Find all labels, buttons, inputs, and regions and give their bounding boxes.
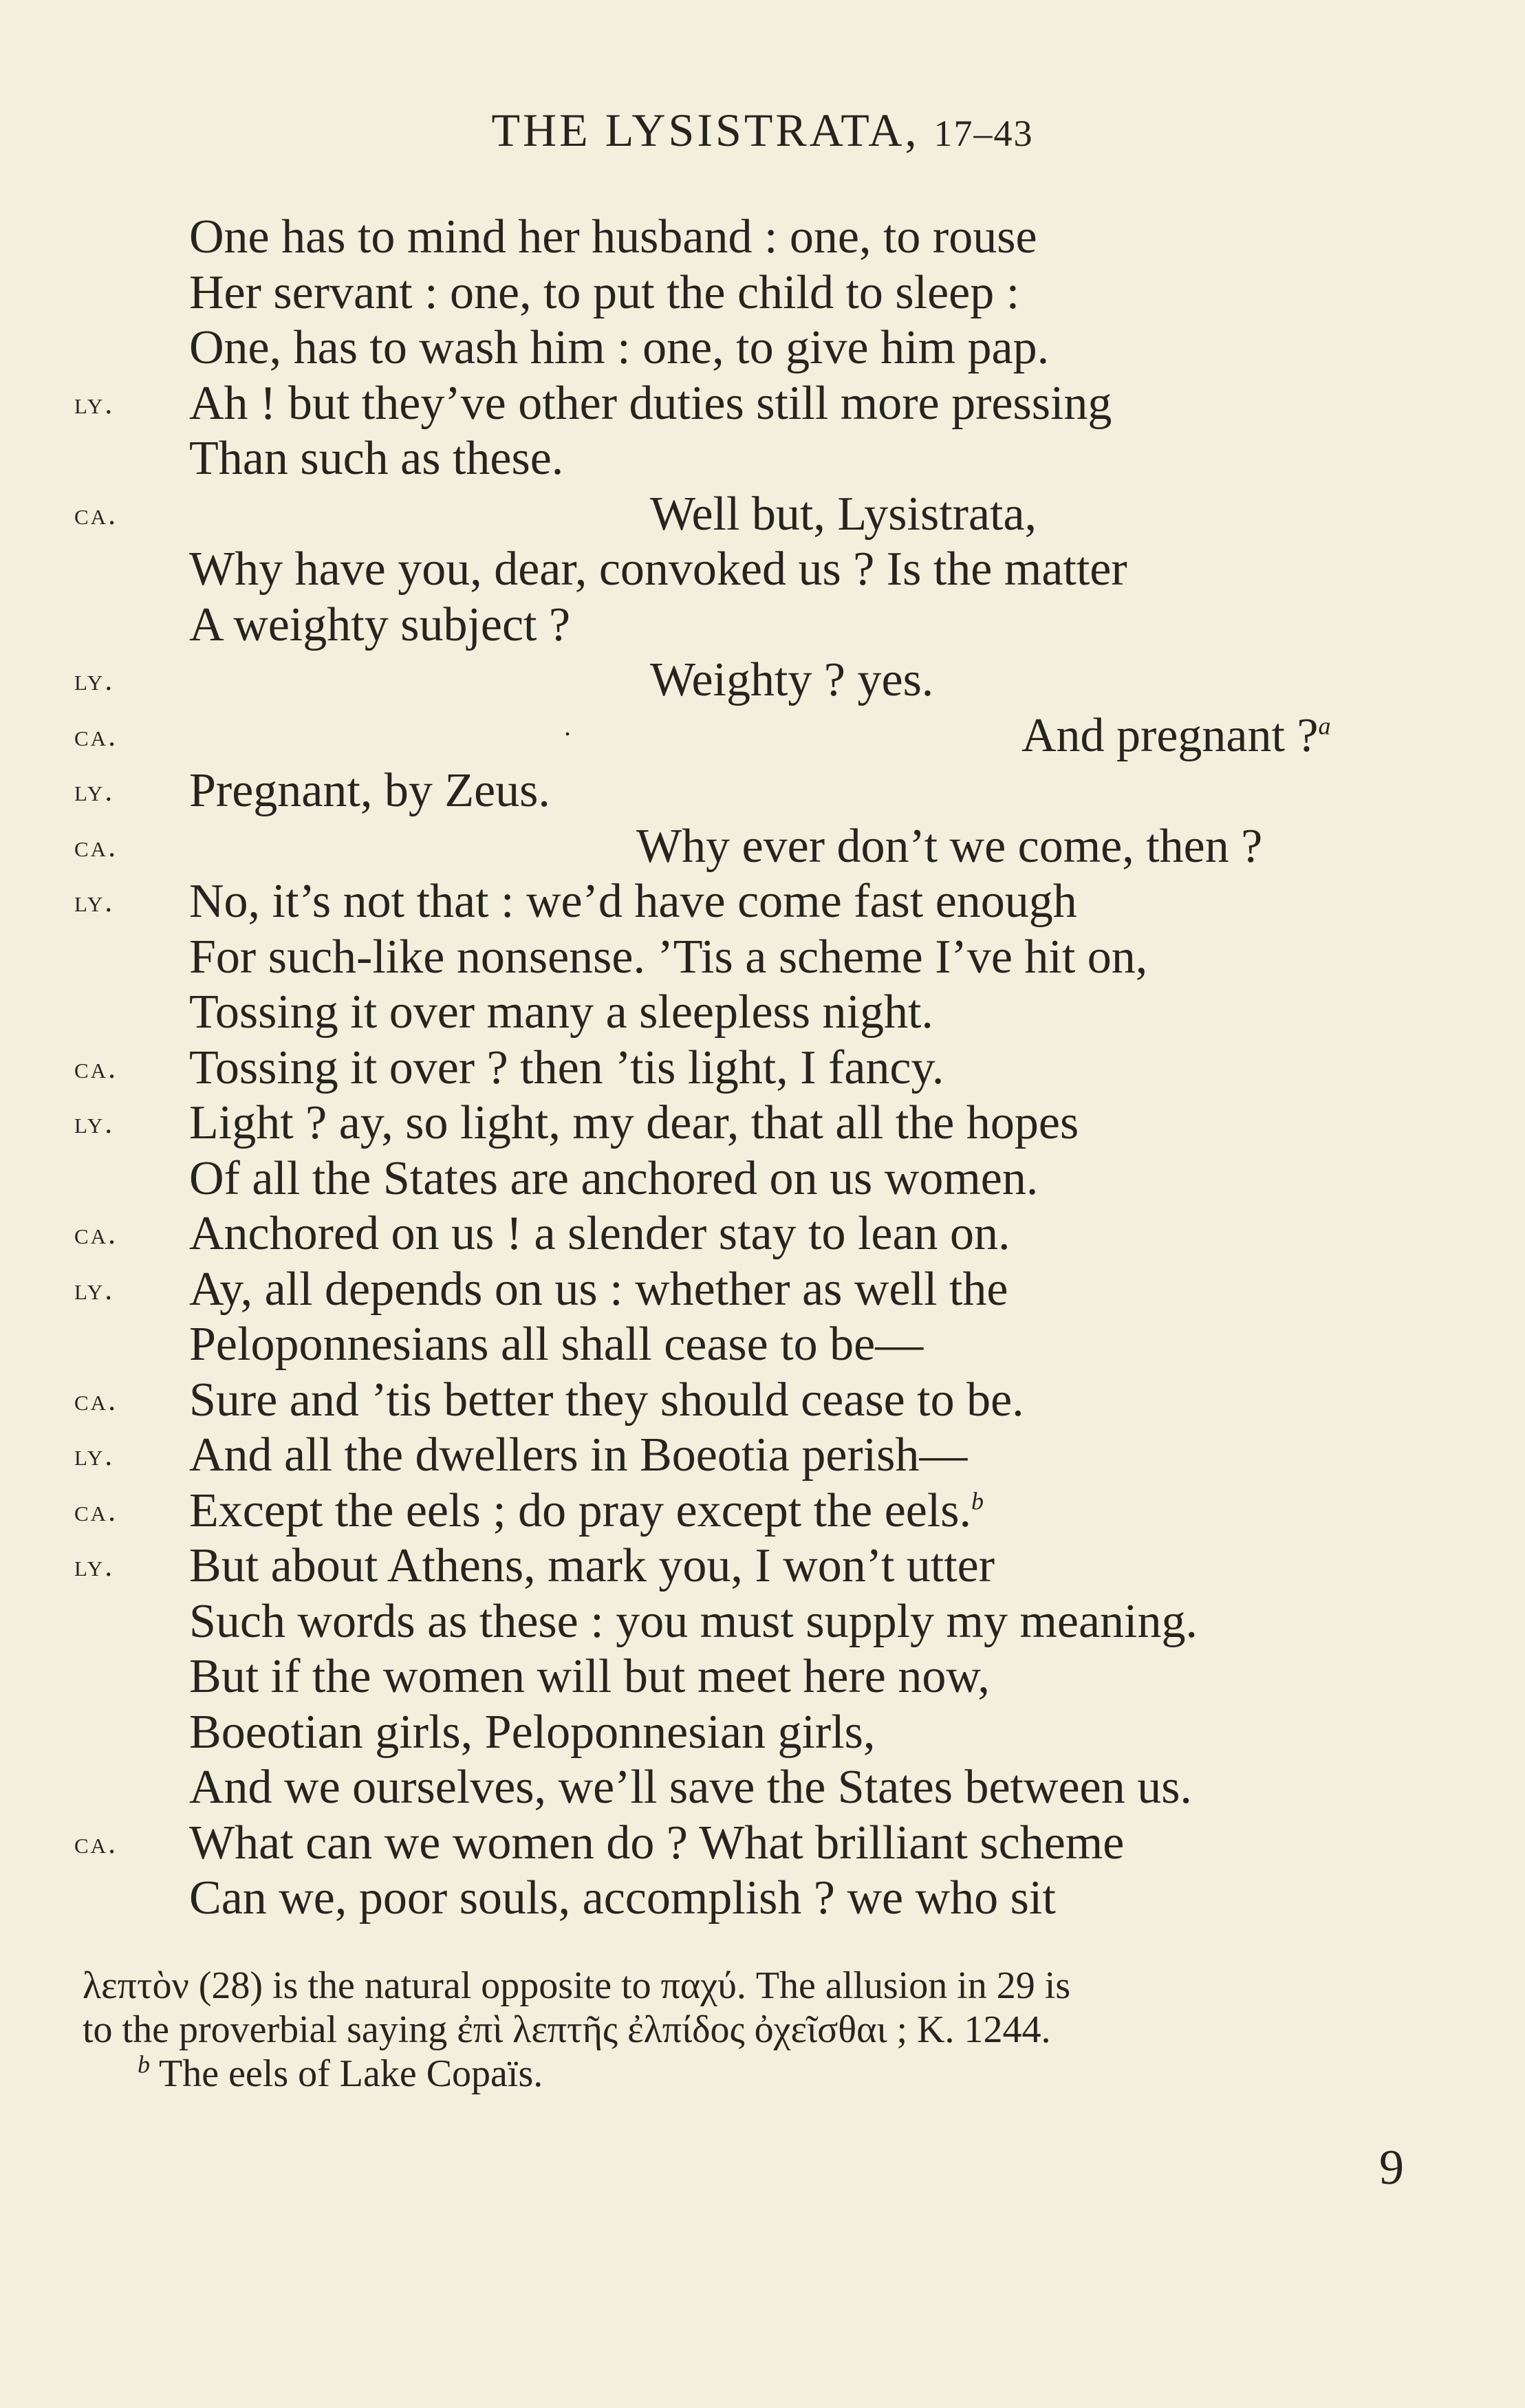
- verse-line: [0, 265, 1525, 321]
- line-text: [189, 1760, 1192, 1816]
- line-words: Boeotian girls, Peloponnesian girls,: [189, 1705, 876, 1759]
- verse-line: [0, 708, 1525, 764]
- verse-line: [0, 1760, 1525, 1816]
- line-words: But about Athens, mark you, I won’t utter: [189, 1539, 995, 1592]
- verse-line: [0, 653, 1525, 708]
- speaker-label: ca.: [74, 1493, 118, 1528]
- line-text: [189, 598, 570, 653]
- verse-line: [0, 763, 1525, 819]
- line-words: Can we, poor souls, accomplish ? we who sit: [189, 1872, 1056, 1924]
- running-head-title: THE LYSISTRATA,: [491, 104, 920, 156]
- line-words: And we ourselves, we’ll save the States between us.: [189, 1761, 1192, 1814]
- speaker-label: ca.: [74, 1217, 118, 1250]
- speaker-label: ly.: [74, 1549, 115, 1583]
- verse-line: [0, 1096, 1525, 1151]
- verse-line: [0, 1262, 1525, 1318]
- line-text: [189, 1041, 944, 1096]
- line-text: [650, 487, 1037, 543]
- verse-line: [0, 431, 1525, 487]
- line-words: Tossing it over ? then ’tis light, I fancy.: [189, 1041, 944, 1094]
- verse-line: [0, 1594, 1525, 1650]
- speaker-label: ca.: [74, 829, 118, 863]
- verse-line: [0, 1206, 1525, 1262]
- line-text: [189, 1428, 967, 1484]
- footnote-a-line-1: λεπτὸν (28) is the natural opposite to παχύ. The allusion in 29 is: [83, 1964, 1071, 2007]
- footnote-a-line-2: to the proverbial saying ἐπὶ λεπτῆς ἐλπίδος ὀχεῖσθαι ; K. 1244.: [83, 2008, 1051, 2051]
- line-text: [189, 1594, 1198, 1650]
- line-words: Tossing it over many a sleepless night.: [189, 986, 933, 1039]
- verse-line: [0, 1705, 1525, 1761]
- verse-line: [0, 321, 1525, 376]
- line-text: [189, 930, 1147, 986]
- line-text: [189, 1649, 990, 1705]
- speaker-label: ly.: [74, 1438, 115, 1472]
- line-text: [650, 653, 933, 708]
- speaker-label: ca.: [74, 1050, 118, 1085]
- line-words: Well but, Lysistrata,: [650, 487, 1037, 541]
- line-words: Light ? ay, so light, my dear, that all the hopes: [189, 1096, 1079, 1149]
- line-text: [189, 1539, 995, 1594]
- speaker-label: ca.: [74, 718, 118, 752]
- line-words: Why have you, dear, convoked us ? Is the matter: [189, 543, 1127, 596]
- verse-line: [0, 930, 1525, 986]
- running-head: [0, 103, 1525, 158]
- speaker-label: ca.: [74, 497, 118, 531]
- verse-line: [0, 1484, 1525, 1539]
- line-text: [189, 763, 550, 819]
- line-words: A weighty subject ?: [189, 598, 571, 651]
- running-head-range: 17–43: [933, 113, 1034, 154]
- line-words: Pregnant, by Zeus.: [189, 764, 550, 817]
- footnote-b: [83, 2052, 1431, 2096]
- verse-line: [0, 487, 1525, 543]
- verse-line: [0, 376, 1525, 432]
- line-words: What can we women do ? What brilliant scheme: [189, 1816, 1125, 1869]
- line-words: No, it’s not that : we’d have come fast enough: [189, 875, 1077, 928]
- line-words: One, has to wash him : one, to give him pap.: [189, 321, 1050, 374]
- line-text: [189, 1262, 1008, 1318]
- line-text: [1021, 708, 1331, 764]
- line-words: Such words as these : you must supply my meaning.: [189, 1594, 1198, 1648]
- verse-line: [0, 1649, 1525, 1705]
- speaker-label: ly.: [74, 663, 115, 697]
- line-words: Of all the States are anchored on us women.: [189, 1151, 1039, 1205]
- line-text: [189, 265, 1019, 321]
- speaker-label: ly.: [74, 885, 115, 918]
- speaker-label: ly.: [74, 386, 115, 420]
- line-words: And pregnant ?: [1021, 708, 1319, 762]
- speaker-label: ly.: [74, 1272, 115, 1306]
- verse-line: [0, 210, 1525, 265]
- footnote-marker: b: [971, 1487, 984, 1515]
- line-words: Weighty ? yes.: [650, 653, 934, 706]
- footnote-b-mark: b: [138, 2050, 150, 2079]
- line-words: One has to mind her husband : one, to rouse: [189, 210, 1037, 263]
- line-text: [189, 1317, 923, 1373]
- line-text: [189, 985, 933, 1041]
- verse-line: [0, 542, 1525, 598]
- verse-line: [0, 1428, 1525, 1484]
- line-text: [189, 210, 1037, 265]
- line-text: [189, 1871, 1056, 1927]
- page-number: 9: [1379, 2140, 1404, 2195]
- line-words: But if the women will but meet here now,: [189, 1650, 990, 1703]
- verse-line: [0, 1871, 1525, 1927]
- line-words: And all the dwellers in Boeotia perish—: [189, 1429, 968, 1482]
- speaker-label: ly.: [74, 774, 115, 807]
- line-words: Ah ! but they’ve other duties still more pressing: [189, 376, 1112, 430]
- line-words: Than such as these.: [189, 432, 564, 485]
- verse-line: [0, 1041, 1525, 1096]
- line-text: [189, 1373, 1024, 1429]
- verse-line: [0, 1317, 1525, 1373]
- footnote-b-text: The eels of Lake Copaïs.: [159, 2052, 543, 2095]
- verse-text: [0, 210, 1525, 1927]
- speaker-label: ca.: [74, 1825, 118, 1860]
- line-words: Anchored on us ! a slender stay to lean on.: [189, 1207, 1010, 1260]
- verse-line: [0, 1816, 1525, 1872]
- line-words: Why ever don’t we come, then ?: [636, 819, 1263, 873]
- stray-dot: .: [564, 711, 571, 741]
- line-words: Except the eels ; do pray except the eels.: [189, 1484, 972, 1537]
- verse-line: [0, 985, 1525, 1041]
- line-words: Peloponnesians all shall cease to be—: [189, 1318, 924, 1371]
- line-text: [189, 431, 563, 487]
- line-text: [189, 542, 1127, 598]
- verse-line: [0, 1539, 1525, 1594]
- verse-line: [0, 1373, 1525, 1429]
- line-text: [189, 1816, 1124, 1872]
- line-words: For such-like nonsense. ’Tis a scheme I’ve hit on,: [189, 930, 1148, 984]
- line-text: [189, 376, 1112, 432]
- verse-line: [0, 819, 1525, 875]
- line-words: Ay, all depends on us : whether as well the: [189, 1262, 1008, 1316]
- line-text: [189, 1096, 1079, 1151]
- line-text: [189, 1151, 1038, 1207]
- footnote-marker: a: [1318, 712, 1331, 740]
- line-text: [189, 1484, 984, 1539]
- verse-line: [0, 1151, 1525, 1207]
- line-text: [636, 819, 1262, 875]
- line-text: [189, 321, 1049, 376]
- line-text: [189, 1206, 1010, 1262]
- speaker-label: ca.: [74, 1382, 118, 1417]
- verse-line: [0, 598, 1525, 653]
- verse-line: [0, 874, 1525, 930]
- speaker-label: ly.: [74, 1106, 115, 1140]
- line-text: [189, 1705, 875, 1761]
- line-words: Her servant : one, to put the child to sleep :: [189, 265, 1020, 319]
- footnotes: [83, 1964, 1431, 2096]
- line-words: Sure and ’tis better they should cease to be.: [189, 1373, 1024, 1427]
- line-text: [189, 874, 1077, 930]
